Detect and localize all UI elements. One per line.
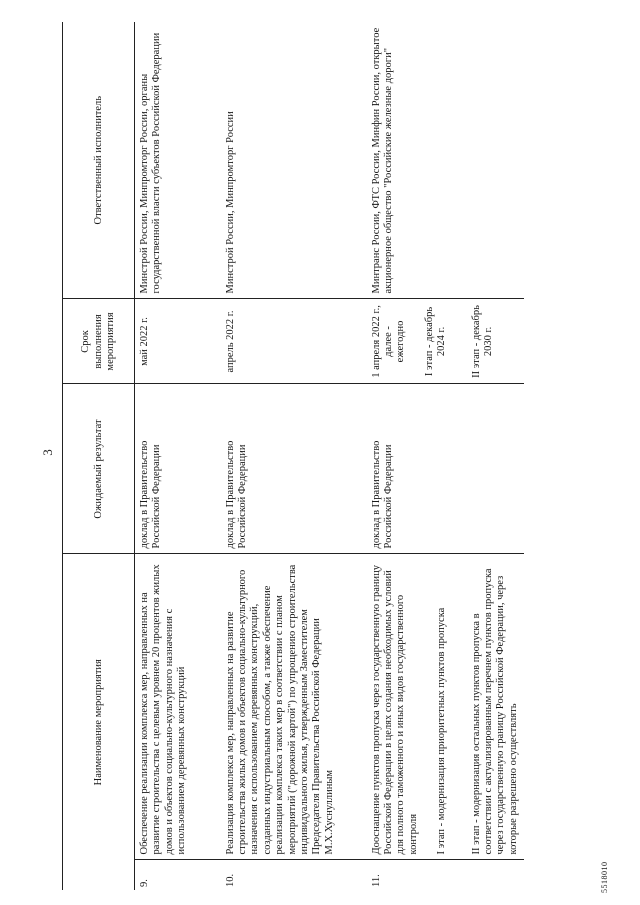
table-row-10 <box>221 22 367 890</box>
row-name: Дооснащение пунктов пропуска через государственную границу Российской Федерации в целях создания необходимых условий для полного таможенного и иных видов государственного контроля <box>370 564 419 855</box>
row-deadline: апрель 2022 г. <box>221 299 367 384</box>
row-name: Обеспечение реализации комплекса мер, направленных на развитие строительства с целевым уровнем 20 процентов жилых домов и объектов социально-культурного назначения с использованием деревянных конструкций <box>135 554 221 860</box>
row-number: 9. <box>139 879 150 887</box>
row-number: 10. <box>224 873 236 887</box>
row-stage-2: II этап - модернизация остальных пунктов пропуска в соответствии с актуализированным перечнем пунктов пропуска через государственную границу Российской Федерации, через которые разрешено осуществлять <box>470 568 519 855</box>
header-executor: Ответственный исполнитель <box>63 22 135 299</box>
header-deadline: Срок выполнения мероприятия <box>63 299 135 384</box>
row-number: 11. <box>370 874 382 887</box>
header-result: Ожидаемый результат <box>63 384 135 554</box>
row-name-cell <box>367 554 525 860</box>
row-stage-1: I этап - модернизация приоритетных пунктов пропуска <box>436 607 448 855</box>
row-deadline-stage-1: I этап - декабрь 2024 г. <box>423 306 448 377</box>
row-deadline: май 2022 г. <box>135 299 221 384</box>
row-deadline-cell <box>367 299 525 384</box>
row-executor: Минтранс России, ФТС России, Минфин России, открытое акционерное общество "Российские железные дороги" <box>367 22 525 299</box>
row-result: доклад в Правительство Российской Федерации <box>135 384 221 554</box>
table-row-11 <box>367 22 525 890</box>
row-name: Реализация комплекса мер, направленных на развитие строительства жилых домов и объектов социально-культурного назначения с использованием деревянных конструкций, созданных индустриальным способом, а также обеспечение реализации комплекса таких мер в соответствии с планом мероприятий ("дорожной картой") по упрощению строительства индивидуального жилья, утвержденным Заместителем Председателя Правительства Российской Федерации М.Х.Хуснуллиным <box>221 554 367 860</box>
header-name: Наименование мероприятия <box>63 554 135 890</box>
row-result: доклад в Правительство Российской Федерации <box>367 384 525 554</box>
table-row-9 <box>135 22 221 890</box>
row-executor: Минстрой России, Минпромторг России, органы государственной власти субъектов Российской Федерации <box>135 22 221 299</box>
page-number: 3 <box>40 449 55 456</box>
document-id: 5518010 <box>600 861 609 893</box>
row-deadline-stage-2: II этап - декабрь 2030 г. <box>470 305 494 378</box>
row-result: доклад в Правительство Российской Федерации <box>221 384 367 554</box>
measures-table <box>62 22 524 890</box>
table-header-row <box>63 22 135 890</box>
row-executor: Минстрой России, Минпромторг России <box>221 22 367 299</box>
row-deadline: 1 апреля 2022 г., далее - ежегодно <box>370 305 407 378</box>
